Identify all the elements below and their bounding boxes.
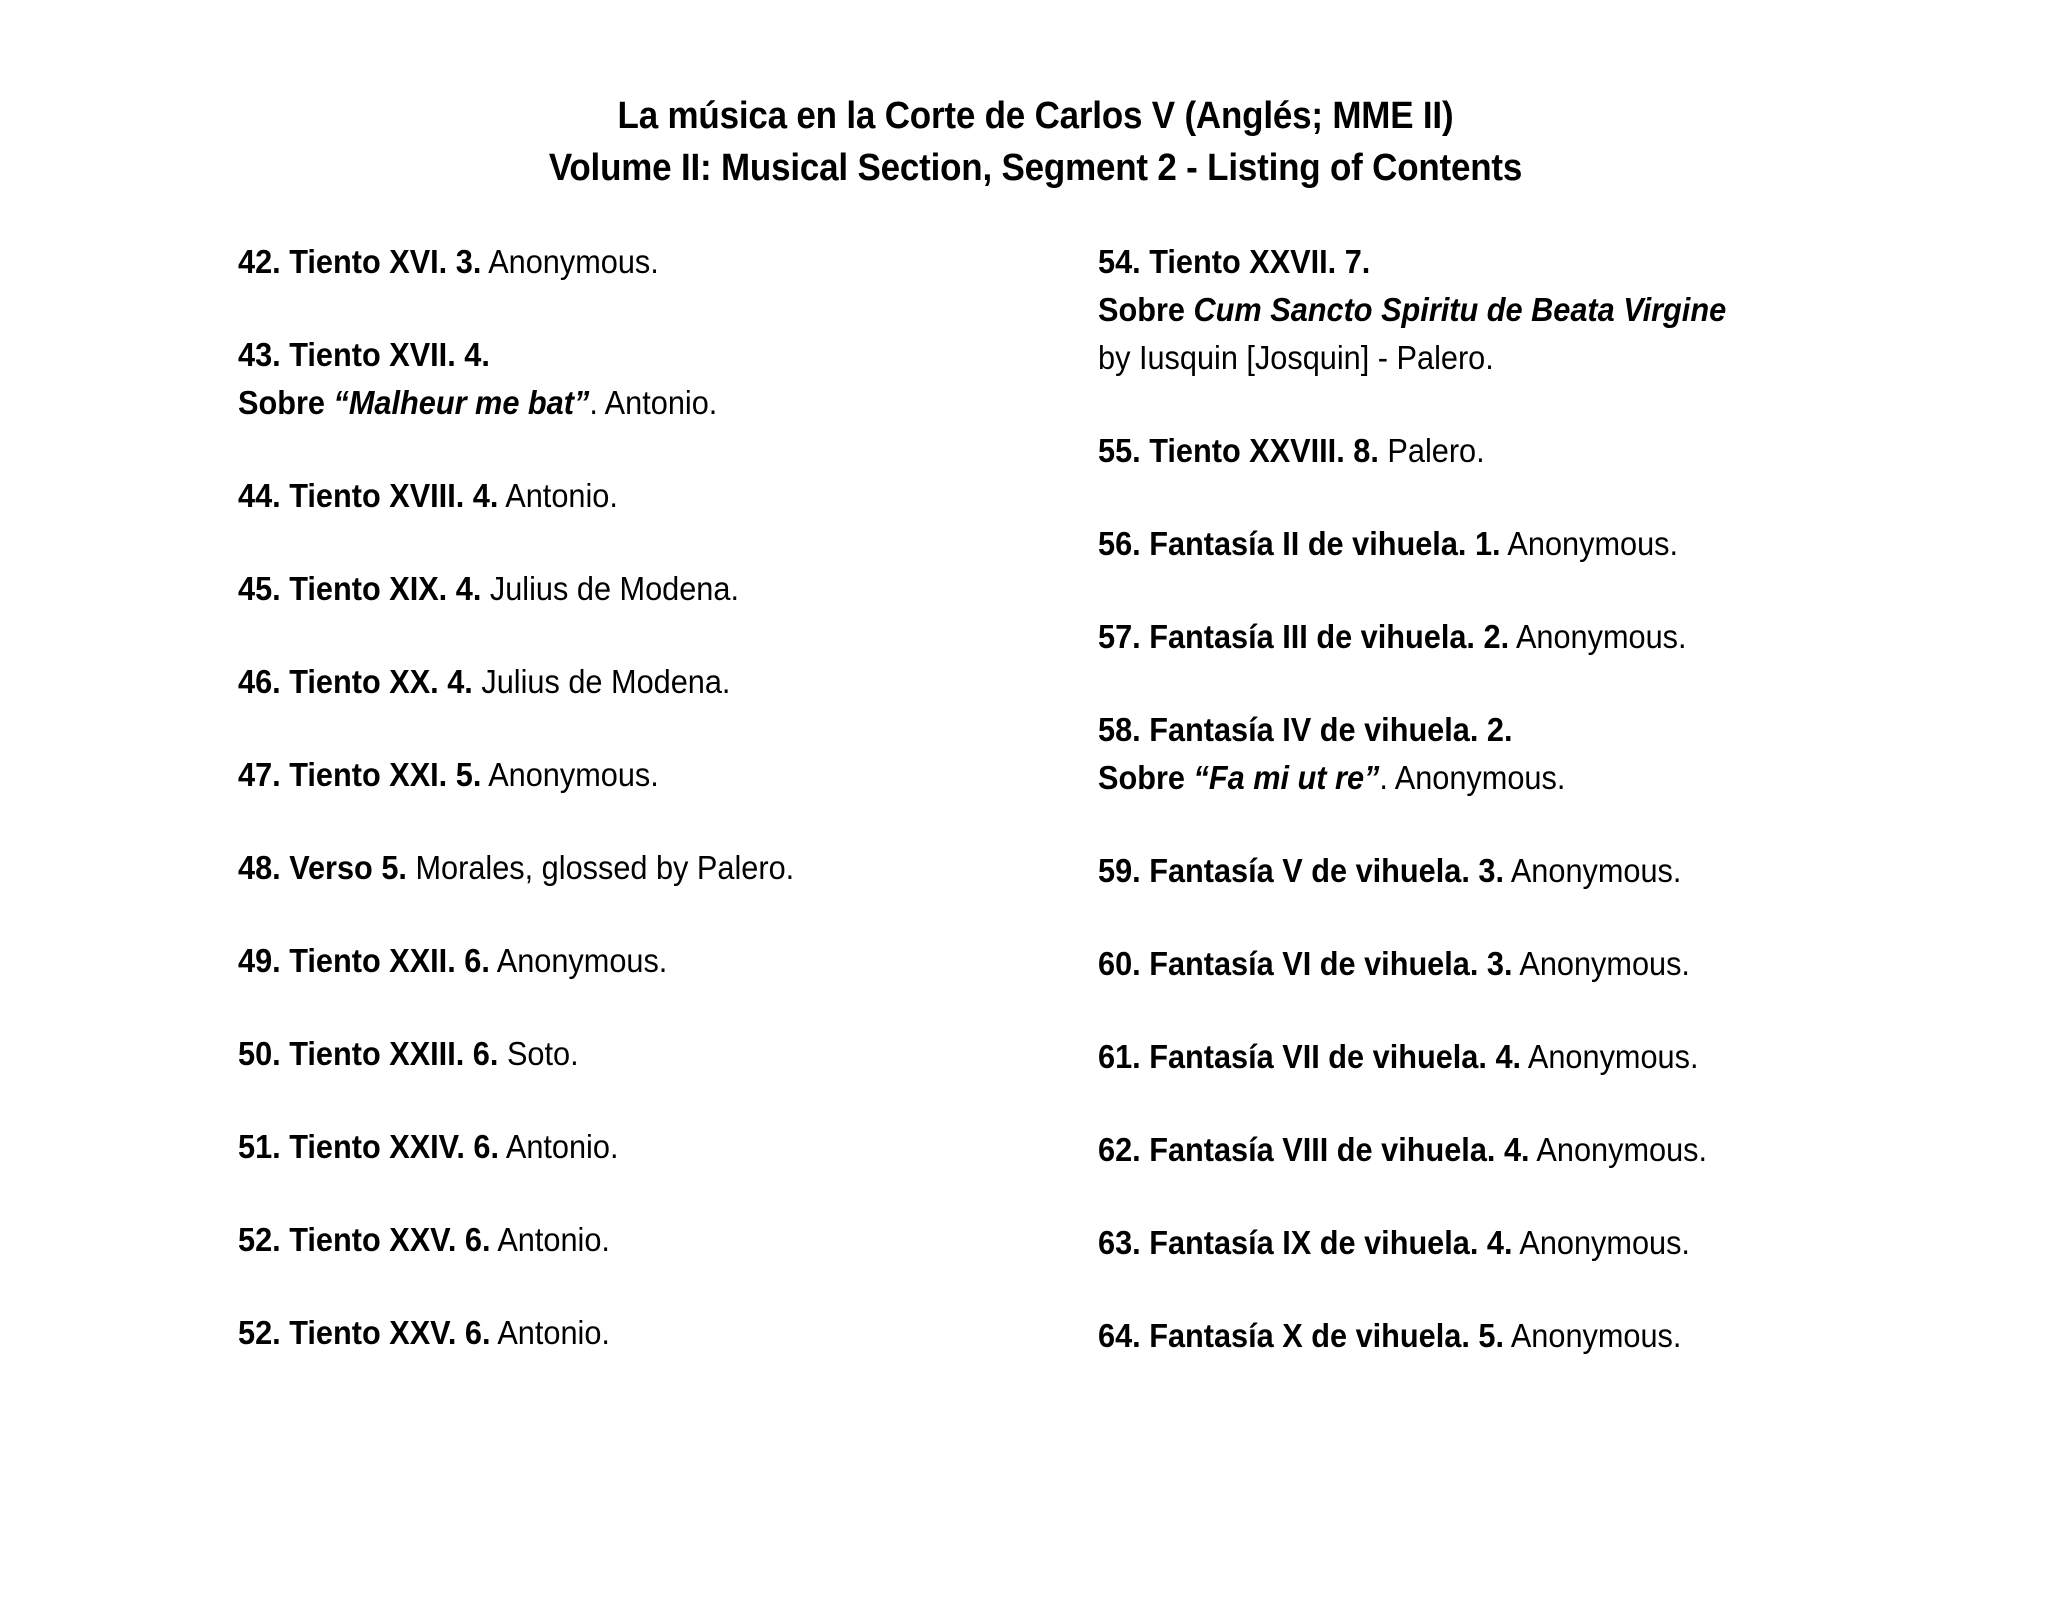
- entry-main-line: [1098, 613, 1889, 661]
- entry-number: 52.: [238, 1314, 281, 1351]
- entry-main-line: [1098, 1126, 1889, 1174]
- entry-sobre-label: Sobre: [1098, 291, 1185, 328]
- entry-main-line: [238, 1123, 945, 1171]
- entry-title: Fantasía III de vihuela.: [1149, 618, 1475, 655]
- entry-main-line: [238, 1030, 945, 1078]
- contents-entry: [238, 472, 998, 520]
- contents-entry: [1098, 1312, 1948, 1360]
- contents-entry: [1098, 1126, 1948, 1174]
- entry-sobre-line: [238, 379, 945, 427]
- entry-title: Fantasía VI de vihuela.: [1149, 945, 1479, 982]
- entry-number: 44.: [238, 477, 281, 514]
- entry-attribution: Anonymous.: [1519, 945, 1690, 982]
- entry-main-line: [1098, 706, 1889, 754]
- entry-sequence: 5.: [1478, 1317, 1504, 1354]
- entry-sequence: 4.: [447, 663, 473, 700]
- entry-sequence: 6.: [464, 1314, 491, 1351]
- entry-attribution: Antonio.: [497, 1221, 610, 1258]
- entry-number: 54.: [1098, 243, 1141, 280]
- entry-sequence: 4.: [455, 570, 482, 607]
- contents-entry: [238, 1123, 998, 1171]
- entry-number: 56.: [1098, 525, 1141, 562]
- contents-entry: [238, 331, 998, 427]
- entry-main-line: [238, 331, 945, 379]
- entry-sequence: 6.: [464, 942, 490, 979]
- entry-attribution: Anonymous.: [488, 243, 659, 280]
- entry-attribution: Anonymous.: [1519, 1224, 1690, 1261]
- entry-number: 64.: [1098, 1317, 1141, 1354]
- entry-attribution: Palero.: [1387, 432, 1485, 469]
- entry-title: Fantasía IX de vihuela.: [1149, 1224, 1479, 1261]
- contents-entry: [1098, 427, 1948, 475]
- entry-source-work: “Malheur me bat”: [333, 384, 590, 421]
- title-line-2: Volume II: Musical Section, Segment 2 - Listing of Contents: [548, 147, 1523, 189]
- contents-entry: [1098, 1033, 1948, 1081]
- entry-attribution: Anonymous.: [488, 756, 659, 793]
- entry-main-line: [1098, 940, 1889, 988]
- entry-sequence: 6.: [464, 1221, 491, 1258]
- entry-sequence: 8.: [1353, 432, 1379, 469]
- contents-entry: [238, 565, 998, 613]
- entry-attribution: Julius de Modena.: [481, 663, 731, 700]
- entry-title: Fantasía V de vihuela.: [1149, 852, 1470, 889]
- contents-column-right: [1098, 238, 1948, 1405]
- entry-title: Verso: [289, 849, 373, 886]
- entry-number: 42.: [238, 243, 281, 280]
- entry-attribution: Soto.: [506, 1035, 579, 1072]
- entry-number: 63.: [1098, 1224, 1141, 1261]
- entry-title: Fantasía VIII de vihuela.: [1149, 1131, 1496, 1168]
- entry-title: Tiento XXIV.: [289, 1128, 465, 1165]
- entry-attribution: Anonymous.: [1515, 618, 1687, 655]
- entry-main-line: [238, 472, 945, 520]
- contents-entry: [238, 937, 998, 985]
- entry-sequence: 3.: [1478, 852, 1504, 889]
- contents-entry: [238, 1309, 998, 1357]
- entry-sequence: 4.: [1503, 1131, 1530, 1168]
- entry-sequence: 2.: [1483, 618, 1510, 655]
- entry-title: Tiento XIX.: [289, 570, 448, 607]
- entry-sequence: 3.: [455, 243, 482, 280]
- entry-number: 61.: [1098, 1038, 1141, 1075]
- entry-attribution: Anonymous.: [1527, 1038, 1699, 1075]
- entry-number: 62.: [1098, 1131, 1141, 1168]
- contents-entry: [1098, 520, 1948, 568]
- entry-attribution: Anonymous.: [1510, 1317, 1682, 1354]
- entry-main-line: [1098, 1033, 1889, 1081]
- entry-sequence: 4.: [1495, 1038, 1522, 1075]
- entry-attribution: Anonymous.: [1507, 525, 1679, 562]
- entry-number: 58.: [1098, 711, 1141, 748]
- entry-title: Tiento XVI.: [289, 243, 448, 280]
- entry-sequence: 6.: [472, 1035, 499, 1072]
- entry-sobre-attribution: . Antonio.: [589, 384, 718, 421]
- entry-attribution: Antonio.: [497, 1314, 610, 1351]
- entry-number: 45.: [238, 570, 281, 607]
- contents-entry: [1098, 1219, 1948, 1267]
- entry-title: Fantasía IV de vihuela.: [1149, 711, 1479, 748]
- contents-entry: [1098, 847, 1948, 895]
- entry-sobre-line: [1098, 754, 1889, 802]
- contents-columns: [0, 238, 2071, 1568]
- entry-sobre-line: [1098, 286, 1889, 334]
- entry-number: 55.: [1098, 432, 1141, 469]
- entry-title: Tiento XXV.: [289, 1314, 457, 1351]
- entry-title: Fantasía VII de vihuela.: [1149, 1038, 1487, 1075]
- entry-source-work: “Fa mi ut re”: [1193, 759, 1380, 796]
- entry-number: 51.: [238, 1128, 281, 1165]
- entry-main-line: [1098, 1219, 1889, 1267]
- entry-main-line: [238, 937, 945, 985]
- entry-attribution: Anonymous.: [1536, 1131, 1708, 1168]
- contents-entry: [1098, 706, 1948, 802]
- entry-sequence: 4.: [464, 336, 490, 373]
- entry-source-work: Cum Sancto Spiritu de Beata Virgine: [1193, 291, 1727, 328]
- contents-entry: [238, 238, 998, 286]
- entry-attribution: Anonymous.: [496, 942, 668, 979]
- contents-entry: [238, 751, 998, 799]
- entry-main-line: [1098, 1312, 1889, 1360]
- entry-sobre-label: Sobre: [1098, 759, 1185, 796]
- entry-main-line: [1098, 520, 1889, 568]
- entry-title: Tiento XXVIII.: [1149, 432, 1345, 469]
- entry-title: Tiento XXII.: [289, 942, 456, 979]
- entry-number: 57.: [1098, 618, 1141, 655]
- contents-entry: [1098, 940, 1948, 988]
- contents-entry: [238, 844, 998, 892]
- entry-title: Tiento XVIII.: [289, 477, 465, 514]
- entry-attribution: Morales, glossed by Palero.: [415, 849, 795, 886]
- entry-sequence: 5.: [455, 756, 482, 793]
- entry-sequence: 3.: [1486, 945, 1513, 982]
- entry-number: 47.: [238, 756, 281, 793]
- title-line-1: La música en la Corte de Carlos V (Anglés; MME II): [617, 95, 1454, 137]
- entry-sobre-attribution: . Anonymous.: [1379, 759, 1566, 796]
- entry-title: Fantasía X de vihuela.: [1149, 1317, 1470, 1354]
- entry-attribution: Julius de Modena.: [489, 570, 739, 607]
- entry-title: Tiento XVII.: [289, 336, 456, 373]
- entry-attribution: Antonio.: [505, 477, 618, 514]
- entry-sobre-label: Sobre: [238, 384, 325, 421]
- entry-main-line: [238, 565, 945, 613]
- entry-title: Tiento XX.: [289, 663, 439, 700]
- entry-title: Tiento XXIII.: [289, 1035, 465, 1072]
- entry-sequence: 6.: [473, 1128, 500, 1165]
- entry-number: 50.: [238, 1035, 281, 1072]
- entry-sequence: 2.: [1486, 711, 1513, 748]
- entry-main-line: [1098, 847, 1889, 895]
- entry-sequence: 4.: [1486, 1224, 1513, 1261]
- entry-title: Tiento XXVII.: [1149, 243, 1337, 280]
- entry-main-line: [238, 1216, 945, 1264]
- entry-title: Fantasía II de vihuela.: [1149, 525, 1467, 562]
- entry-main-line: [238, 844, 945, 892]
- entry-sequence: 5.: [381, 849, 407, 886]
- entry-main-line: [1098, 238, 1889, 286]
- contents-entry: [238, 658, 998, 706]
- entry-title: Tiento XXV.: [289, 1221, 457, 1258]
- entry-sequence: 1.: [1474, 525, 1501, 562]
- contents-entry: [238, 1030, 998, 1078]
- entry-number: 59.: [1098, 852, 1141, 889]
- entry-main-line: [1098, 427, 1889, 475]
- entry-number: 48.: [238, 849, 281, 886]
- entry-attribution: Antonio.: [505, 1128, 619, 1165]
- entry-title: Tiento XXI.: [289, 756, 448, 793]
- entry-attribution: Anonymous.: [1510, 852, 1682, 889]
- entry-number: 49.: [238, 942, 281, 979]
- entry-main-line: [238, 751, 945, 799]
- contents-column-left: [238, 238, 998, 1402]
- entry-main-line: [238, 658, 945, 706]
- entry-number: 52.: [238, 1221, 281, 1258]
- page-title: [0, 90, 2071, 194]
- entry-sequence: 7.: [1344, 243, 1371, 280]
- contents-entry: [1098, 613, 1948, 661]
- contents-entry: [1098, 238, 1948, 382]
- entry-number: 46.: [238, 663, 281, 700]
- entry-continuation-text: by Iusquin [Josquin] - Palero.: [1098, 339, 1494, 376]
- entry-sequence: 4.: [472, 477, 499, 514]
- entry-number: 60.: [1098, 945, 1141, 982]
- contents-entry: [238, 1216, 998, 1264]
- entry-continuation-line: [1098, 334, 1889, 382]
- entry-main-line: [238, 1309, 945, 1357]
- entry-main-line: [238, 238, 945, 286]
- entry-number: 43.: [238, 336, 281, 373]
